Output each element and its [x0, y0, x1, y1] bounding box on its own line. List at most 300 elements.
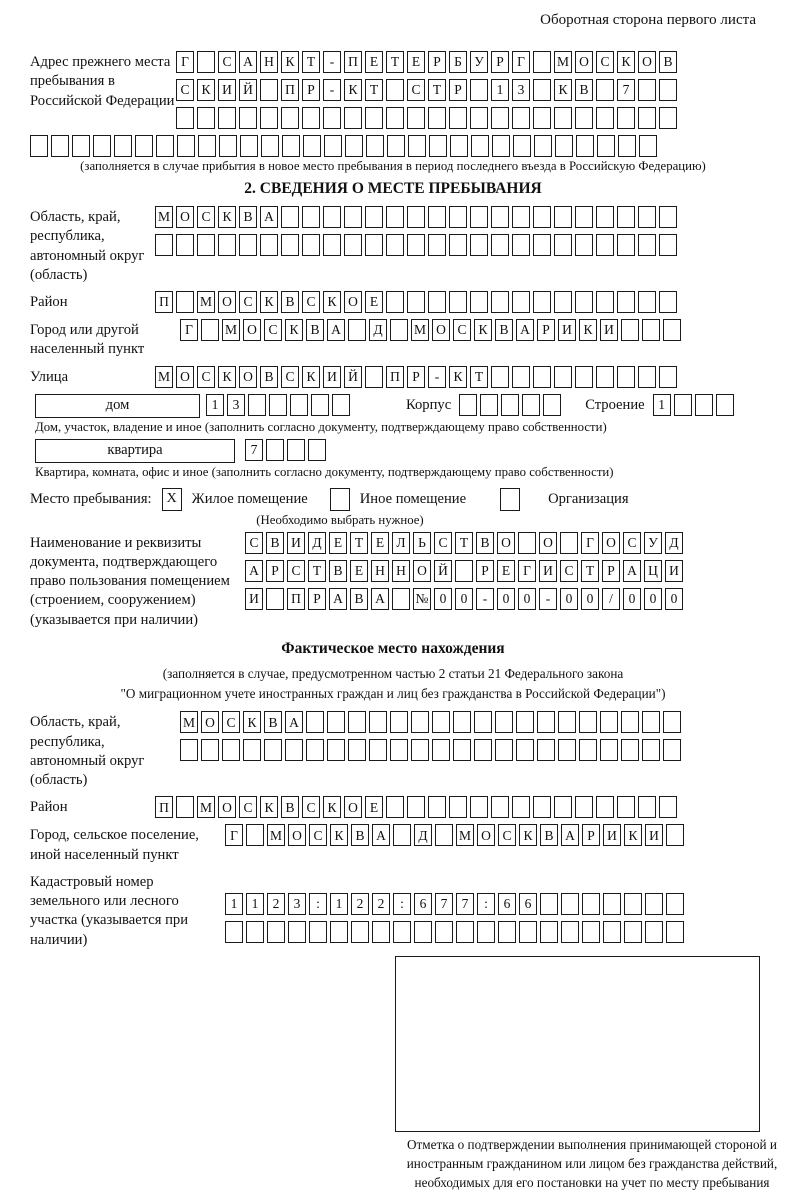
char-cell[interactable] — [639, 135, 657, 157]
char-cell[interactable] — [470, 79, 488, 101]
char-cell[interactable]: 7 — [617, 79, 635, 101]
char-cell[interactable]: А — [327, 319, 345, 341]
char-cell[interactable] — [176, 107, 194, 129]
char-cell[interactable]: П — [281, 79, 299, 101]
char-cell[interactable]: Е — [497, 560, 515, 582]
char-cell[interactable] — [290, 394, 308, 416]
char-cell[interactable]: А — [623, 560, 641, 582]
char-cell[interactable] — [498, 921, 516, 943]
char-cell[interactable] — [533, 366, 551, 388]
char-cell[interactable]: С — [623, 532, 641, 554]
char-cell[interactable] — [411, 739, 429, 761]
char-cell[interactable]: П — [287, 588, 305, 610]
char-cell[interactable] — [659, 79, 677, 101]
char-cell[interactable]: О — [413, 560, 431, 582]
char-cell[interactable]: В — [281, 796, 299, 818]
char-cell[interactable]: С — [264, 319, 282, 341]
char-cell[interactable] — [303, 135, 321, 157]
char-cell[interactable] — [302, 234, 320, 256]
char-cell[interactable]: М — [155, 206, 173, 228]
char-cell[interactable] — [470, 206, 488, 228]
char-cell[interactable] — [222, 739, 240, 761]
char-cell[interactable] — [225, 921, 243, 943]
char-cell[interactable]: П — [155, 796, 173, 818]
char-cell[interactable]: 1 — [491, 79, 509, 101]
char-cell[interactable] — [428, 796, 446, 818]
char-cell[interactable]: О — [201, 711, 219, 733]
char-cell[interactable] — [621, 739, 639, 761]
char-cell[interactable] — [261, 135, 279, 157]
char-cell[interactable]: С — [498, 824, 516, 846]
char-cell[interactable]: В — [266, 532, 284, 554]
char-cell[interactable] — [470, 234, 488, 256]
char-cell[interactable]: И — [600, 319, 618, 341]
char-cell[interactable] — [176, 291, 194, 313]
char-cell[interactable]: Д — [369, 319, 387, 341]
char-cell[interactable] — [554, 291, 572, 313]
char-cell[interactable] — [285, 739, 303, 761]
char-cell[interactable]: № — [413, 588, 431, 610]
char-cell[interactable] — [663, 739, 681, 761]
char-cell[interactable] — [659, 107, 677, 129]
char-cell[interactable]: 7 — [245, 439, 263, 461]
char-cell[interactable] — [470, 796, 488, 818]
char-cell[interactable]: 3 — [512, 79, 530, 101]
char-cell[interactable] — [323, 206, 341, 228]
char-cell[interactable] — [449, 796, 467, 818]
char-cell[interactable]: С — [222, 711, 240, 733]
char-cell[interactable] — [575, 366, 593, 388]
char-cell[interactable]: К — [474, 319, 492, 341]
char-cell[interactable]: Р — [302, 79, 320, 101]
char-cell[interactable] — [269, 394, 287, 416]
char-cell[interactable] — [645, 921, 663, 943]
char-cell[interactable] — [638, 206, 656, 228]
char-cell[interactable]: В — [239, 206, 257, 228]
char-cell[interactable] — [344, 107, 362, 129]
org-checkbox[interactable] — [500, 488, 520, 511]
char-cell[interactable] — [369, 739, 387, 761]
char-cell[interactable] — [575, 234, 593, 256]
char-cell[interactable] — [495, 711, 513, 733]
char-cell[interactable]: К — [243, 711, 261, 733]
char-cell[interactable]: О — [497, 532, 515, 554]
char-cell[interactable]: И — [539, 560, 557, 582]
char-cell[interactable]: 0 — [581, 588, 599, 610]
char-cell[interactable]: К — [617, 51, 635, 73]
char-cell[interactable]: О — [239, 366, 257, 388]
char-cell[interactable]: С — [197, 206, 215, 228]
char-cell[interactable] — [575, 206, 593, 228]
char-cell[interactable] — [533, 107, 551, 129]
char-cell[interactable] — [386, 206, 404, 228]
char-cell[interactable]: О — [218, 796, 236, 818]
char-cell[interactable] — [575, 107, 593, 129]
char-cell[interactable]: К — [344, 79, 362, 101]
char-cell[interactable]: С — [453, 319, 471, 341]
char-cell[interactable]: П — [386, 366, 404, 388]
char-cell[interactable] — [411, 711, 429, 733]
char-cell[interactable]: Н — [260, 51, 278, 73]
char-cell[interactable]: К — [218, 366, 236, 388]
char-cell[interactable] — [540, 893, 558, 915]
char-cell[interactable]: - — [539, 588, 557, 610]
zhiloe-checkbox[interactable]: X — [162, 488, 182, 511]
char-cell[interactable] — [554, 366, 572, 388]
char-cell[interactable]: К — [285, 319, 303, 341]
char-cell[interactable]: Т — [386, 51, 404, 73]
char-cell[interactable] — [642, 739, 660, 761]
char-cell[interactable] — [266, 439, 284, 461]
char-cell[interactable] — [246, 824, 264, 846]
char-cell[interactable] — [407, 234, 425, 256]
char-cell[interactable] — [534, 135, 552, 157]
char-cell[interactable]: Р — [266, 560, 284, 582]
char-cell[interactable]: С — [596, 51, 614, 73]
char-cell[interactable]: К — [260, 796, 278, 818]
char-cell[interactable] — [180, 739, 198, 761]
char-cell[interactable] — [596, 291, 614, 313]
char-cell[interactable] — [390, 711, 408, 733]
char-cell[interactable] — [246, 921, 264, 943]
char-cell[interactable] — [638, 107, 656, 129]
char-cell[interactable] — [156, 135, 174, 157]
char-cell[interactable] — [516, 739, 534, 761]
char-cell[interactable] — [554, 796, 572, 818]
char-cell[interactable]: А — [372, 824, 390, 846]
char-cell[interactable] — [450, 135, 468, 157]
char-cell[interactable] — [428, 234, 446, 256]
char-cell[interactable] — [554, 206, 572, 228]
char-cell[interactable] — [491, 206, 509, 228]
char-cell[interactable] — [176, 796, 194, 818]
char-cell[interactable] — [176, 234, 194, 256]
char-cell[interactable]: П — [344, 51, 362, 73]
char-cell[interactable]: К — [218, 206, 236, 228]
char-cell[interactable]: Г — [581, 532, 599, 554]
char-cell[interactable] — [306, 739, 324, 761]
char-cell[interactable] — [197, 234, 215, 256]
char-cell[interactable]: Н — [392, 560, 410, 582]
char-cell[interactable]: М — [554, 51, 572, 73]
char-cell[interactable]: К — [281, 51, 299, 73]
char-cell[interactable] — [638, 79, 656, 101]
char-cell[interactable] — [491, 366, 509, 388]
char-cell[interactable] — [324, 135, 342, 157]
char-cell[interactable]: Ц — [644, 560, 662, 582]
char-cell[interactable] — [519, 921, 537, 943]
char-cell[interactable] — [663, 319, 681, 341]
char-cell[interactable]: 1 — [653, 394, 671, 416]
char-cell[interactable] — [414, 921, 432, 943]
char-cell[interactable] — [393, 921, 411, 943]
char-cell[interactable] — [512, 291, 530, 313]
char-cell[interactable] — [365, 107, 383, 129]
char-cell[interactable]: - — [476, 588, 494, 610]
char-cell[interactable] — [501, 394, 519, 416]
char-cell[interactable]: 0 — [518, 588, 536, 610]
char-cell[interactable]: В — [264, 711, 282, 733]
char-cell[interactable]: К — [519, 824, 537, 846]
char-cell[interactable]: Р — [537, 319, 555, 341]
char-cell[interactable] — [554, 107, 572, 129]
char-cell[interactable] — [603, 893, 621, 915]
char-cell[interactable] — [518, 532, 536, 554]
char-cell[interactable] — [201, 739, 219, 761]
char-cell[interactable] — [537, 711, 555, 733]
char-cell[interactable]: К — [323, 796, 341, 818]
char-cell[interactable]: Д — [414, 824, 432, 846]
char-cell[interactable] — [575, 796, 593, 818]
char-cell[interactable]: В — [351, 824, 369, 846]
char-cell[interactable] — [287, 439, 305, 461]
char-cell[interactable] — [281, 107, 299, 129]
char-cell[interactable]: Т — [470, 366, 488, 388]
char-cell[interactable] — [513, 135, 531, 157]
char-cell[interactable] — [596, 796, 614, 818]
char-cell[interactable]: Е — [329, 532, 347, 554]
char-cell[interactable] — [663, 711, 681, 733]
char-cell[interactable] — [624, 893, 642, 915]
char-cell[interactable] — [459, 394, 477, 416]
char-cell[interactable] — [429, 135, 447, 157]
char-cell[interactable] — [327, 739, 345, 761]
char-cell[interactable] — [666, 893, 684, 915]
char-cell[interactable] — [491, 291, 509, 313]
char-cell[interactable]: О — [176, 206, 194, 228]
char-cell[interactable] — [72, 135, 90, 157]
char-cell[interactable]: В — [306, 319, 324, 341]
char-cell[interactable] — [617, 291, 635, 313]
char-cell[interactable]: С — [245, 532, 263, 554]
char-cell[interactable] — [603, 921, 621, 943]
char-cell[interactable]: Б — [449, 51, 467, 73]
char-cell[interactable]: С — [281, 366, 299, 388]
char-cell[interactable]: : — [393, 893, 411, 915]
char-cell[interactable]: : — [477, 893, 495, 915]
char-cell[interactable]: Р — [602, 560, 620, 582]
char-cell[interactable]: В — [329, 560, 347, 582]
char-cell[interactable]: А — [260, 206, 278, 228]
char-cell[interactable]: Н — [371, 560, 389, 582]
char-cell[interactable] — [344, 206, 362, 228]
char-cell[interactable]: Й — [344, 366, 362, 388]
char-cell[interactable] — [618, 135, 636, 157]
char-cell[interactable]: К — [260, 291, 278, 313]
char-cell[interactable]: С — [197, 366, 215, 388]
char-cell[interactable] — [555, 135, 573, 157]
char-cell[interactable] — [435, 921, 453, 943]
char-cell[interactable]: Т — [581, 560, 599, 582]
char-cell[interactable] — [267, 921, 285, 943]
char-cell[interactable]: 2 — [372, 893, 390, 915]
char-cell[interactable] — [480, 394, 498, 416]
char-cell[interactable] — [386, 107, 404, 129]
char-cell[interactable]: - — [323, 79, 341, 101]
char-cell[interactable]: С — [287, 560, 305, 582]
inoe-checkbox[interactable] — [330, 488, 350, 511]
char-cell[interactable] — [432, 711, 450, 733]
char-cell[interactable] — [596, 79, 614, 101]
char-cell[interactable]: Г — [225, 824, 243, 846]
char-cell[interactable] — [579, 739, 597, 761]
char-cell[interactable] — [372, 921, 390, 943]
char-cell[interactable] — [533, 79, 551, 101]
char-cell[interactable]: А — [285, 711, 303, 733]
char-cell[interactable] — [621, 319, 639, 341]
char-cell[interactable] — [345, 135, 363, 157]
char-cell[interactable]: 7 — [435, 893, 453, 915]
char-cell[interactable]: Ь — [413, 532, 431, 554]
char-cell[interactable] — [642, 711, 660, 733]
char-cell[interactable] — [198, 135, 216, 157]
char-cell[interactable]: И — [323, 366, 341, 388]
char-cell[interactable] — [533, 51, 551, 73]
char-cell[interactable] — [407, 206, 425, 228]
char-cell[interactable]: О — [638, 51, 656, 73]
char-cell[interactable] — [386, 291, 404, 313]
char-cell[interactable]: В — [540, 824, 558, 846]
char-cell[interactable] — [392, 588, 410, 610]
char-cell[interactable]: М — [222, 319, 240, 341]
char-cell[interactable] — [407, 107, 425, 129]
char-cell[interactable] — [695, 394, 713, 416]
char-cell[interactable]: А — [245, 560, 263, 582]
char-cell[interactable] — [540, 921, 558, 943]
char-cell[interactable]: В — [659, 51, 677, 73]
char-cell[interactable] — [348, 319, 366, 341]
char-cell[interactable]: В — [350, 588, 368, 610]
char-cell[interactable]: К — [579, 319, 597, 341]
char-cell[interactable]: У — [470, 51, 488, 73]
char-cell[interactable]: К — [302, 366, 320, 388]
char-cell[interactable] — [330, 921, 348, 943]
char-cell[interactable] — [239, 234, 257, 256]
char-cell[interactable] — [264, 739, 282, 761]
char-cell[interactable] — [638, 366, 656, 388]
char-cell[interactable]: - — [323, 51, 341, 73]
char-cell[interactable]: К — [197, 79, 215, 101]
char-cell[interactable]: Г — [180, 319, 198, 341]
char-cell[interactable]: И — [218, 79, 236, 101]
char-cell[interactable]: С — [302, 291, 320, 313]
char-cell[interactable] — [659, 206, 677, 228]
char-cell[interactable]: 1 — [330, 893, 348, 915]
char-cell[interactable]: - — [428, 366, 446, 388]
char-cell[interactable] — [408, 135, 426, 157]
char-cell[interactable] — [533, 206, 551, 228]
char-cell[interactable]: 0 — [497, 588, 515, 610]
char-cell[interactable] — [386, 234, 404, 256]
char-cell[interactable] — [561, 893, 579, 915]
char-cell[interactable] — [596, 366, 614, 388]
char-cell[interactable] — [435, 824, 453, 846]
char-cell[interactable] — [471, 135, 489, 157]
char-cell[interactable] — [348, 711, 366, 733]
char-cell[interactable] — [575, 291, 593, 313]
char-cell[interactable] — [432, 739, 450, 761]
char-cell[interactable] — [491, 796, 509, 818]
char-cell[interactable] — [260, 234, 278, 256]
char-cell[interactable] — [474, 739, 492, 761]
char-cell[interactable] — [260, 79, 278, 101]
char-cell[interactable]: К — [554, 79, 572, 101]
char-cell[interactable]: С — [239, 291, 257, 313]
char-cell[interactable] — [197, 107, 215, 129]
char-cell[interactable] — [659, 291, 677, 313]
char-cell[interactable] — [428, 107, 446, 129]
char-cell[interactable]: О — [243, 319, 261, 341]
char-cell[interactable] — [393, 824, 411, 846]
char-cell[interactable]: Г — [176, 51, 194, 73]
char-cell[interactable] — [386, 79, 404, 101]
char-cell[interactable] — [470, 107, 488, 129]
char-cell[interactable]: В — [281, 291, 299, 313]
char-cell[interactable] — [407, 291, 425, 313]
char-cell[interactable]: С — [239, 796, 257, 818]
char-cell[interactable]: М — [267, 824, 285, 846]
char-cell[interactable] — [248, 394, 266, 416]
char-cell[interactable] — [243, 739, 261, 761]
char-cell[interactable] — [344, 234, 362, 256]
char-cell[interactable]: Г — [512, 51, 530, 73]
char-cell[interactable]: И — [245, 588, 263, 610]
char-cell[interactable] — [561, 921, 579, 943]
char-cell[interactable]: Р — [491, 51, 509, 73]
char-cell[interactable]: 0 — [623, 588, 641, 610]
char-cell[interactable] — [407, 796, 425, 818]
char-cell[interactable]: И — [645, 824, 663, 846]
char-cell[interactable]: 3 — [227, 394, 245, 416]
char-cell[interactable] — [114, 135, 132, 157]
char-cell[interactable] — [558, 711, 576, 733]
char-cell[interactable]: О — [176, 366, 194, 388]
char-cell[interactable] — [492, 135, 510, 157]
char-cell[interactable] — [323, 234, 341, 256]
char-cell[interactable] — [533, 796, 551, 818]
char-cell[interactable]: О — [602, 532, 620, 554]
char-cell[interactable]: М — [411, 319, 429, 341]
char-cell[interactable] — [674, 394, 692, 416]
char-cell[interactable] — [239, 107, 257, 129]
char-cell[interactable] — [558, 739, 576, 761]
char-cell[interactable]: 1 — [246, 893, 264, 915]
char-cell[interactable] — [638, 796, 656, 818]
char-cell[interactable] — [311, 394, 329, 416]
char-cell[interactable]: 6 — [414, 893, 432, 915]
char-cell[interactable] — [560, 532, 578, 554]
char-cell[interactable]: Т — [302, 51, 320, 73]
char-cell[interactable] — [491, 234, 509, 256]
char-cell[interactable]: Р — [449, 79, 467, 101]
char-cell[interactable]: 2 — [267, 893, 285, 915]
char-cell[interactable] — [219, 135, 237, 157]
char-cell[interactable] — [533, 291, 551, 313]
char-cell[interactable] — [582, 893, 600, 915]
char-cell[interactable]: М — [197, 291, 215, 313]
char-cell[interactable]: / — [602, 588, 620, 610]
char-cell[interactable] — [512, 206, 530, 228]
char-cell[interactable]: Т — [365, 79, 383, 101]
char-cell[interactable]: К — [330, 824, 348, 846]
char-cell[interactable] — [327, 711, 345, 733]
char-cell[interactable] — [617, 366, 635, 388]
char-cell[interactable]: И — [603, 824, 621, 846]
char-cell[interactable] — [302, 107, 320, 129]
char-cell[interactable] — [449, 234, 467, 256]
char-cell[interactable] — [218, 107, 236, 129]
char-cell[interactable] — [428, 291, 446, 313]
